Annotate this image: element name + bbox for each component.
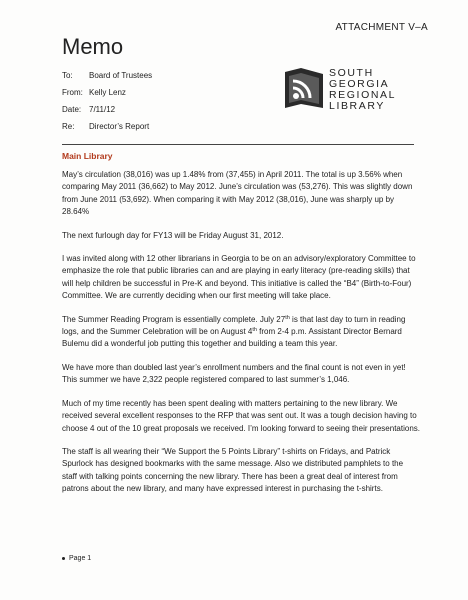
summer-reading-part-1: The Summer Reading Program is essentially complete. July 27 [62,314,286,324]
paragraph-enrollment: We have more than doubled last year’s enrollment numbers and the final count is not even in yet! This summer we have 2,322 people registered compared to last summer’s 1,046. [62,362,406,385]
to-row [62,67,152,84]
attachment-label: ATTACHMENT V–A [335,22,428,33]
ordinal-suffix-1: th [285,314,290,321]
logo-line-4: LIBRARY [329,100,385,112]
re-label: Re: [62,122,75,131]
library-logo [283,66,396,112]
paragraph-tshirts: The staff is all wearing their “We Support the 5 Points Library” t-shirts on Fridays, and Patrick Spurlock has designed bookmarks with the same message. Also we distributed pamphlets to the staff with talking points concerning the new library. There has been a great deal of interest from patrons about the new library, and many have expressed interest in purchasing the t-shirts. [62,446,404,494]
to-value: Board of Trustees [89,71,153,80]
memo-title: Memo [62,34,124,59]
logo-line-2: GEORGIA [329,78,390,90]
report-body [62,169,420,507]
header-divider [62,144,414,145]
page-footer [62,555,91,562]
summer-reading-part-2: is that last day to turn in reading logs, and the Summer Celebration will be on August 4 [62,314,406,337]
to-label: To: [62,71,73,80]
page-number: Page 1 [69,555,92,562]
bullet-icon [62,557,65,560]
memo-header-fields [62,67,152,135]
date-row [62,101,152,118]
summer-reading-part-3: from 2-4 p.m. Assistant Director Bernard Bulemu did a wonderful job putting this together and building a team this year. [62,327,402,349]
re-row [62,118,152,135]
ordinal-suffix-2: th [252,327,257,334]
re-value: Director’s Report [89,122,150,131]
paragraph-circulation: May’s circulation (38,016) was up 1.48% from (37,455) in April 2011. The total is up 3.56% when comparing May 2011 (36,662) to May 2012. June’s circulation was (53,276). This was slightly down from June 2011 (53,692). When comparing it with May 2012 (38,016), June was sharply up by 28.64% [62,170,413,217]
date-label: Date: [62,105,82,114]
paragraph-furlough: The next furlough day for FY13 will be Friday August 31, 2012. [62,230,284,240]
section-heading: Main Library [62,151,113,161]
logo-line-1: SOUTH [329,67,374,79]
date-value: 7/11/12 [89,105,116,114]
paragraph-new-library: Much of my time recently has been spent dealing with matters pertaining to the new library. We received several excellent responses to the RFP that was sent out. It was a tough decision having to choose 4 out of the 10 great proposals we received. I’m looking forward to seeing their presentations. [62,398,420,433]
paragraph-summer-reading [62,314,420,351]
paragraph-committee: I was invited along with 12 other librarians in Georgia to be on an advisory/exploratory Committee to emphasize the role that public libraries can and are playing in early literacy (pre-reading skills) that will help children be successful in Pre-K and beyond. This initiative is called the “B4” (Birth-to-Four) Committee. We are currently deciding when our first meeting will take place. [62,254,416,301]
logo-text [329,68,396,112]
from-row [62,84,152,101]
from-value: Kelly Lenz [89,88,126,97]
from-label: From: [62,88,83,97]
logo-line-3: REGIONAL [329,89,397,101]
rss-book-icon [283,66,325,112]
